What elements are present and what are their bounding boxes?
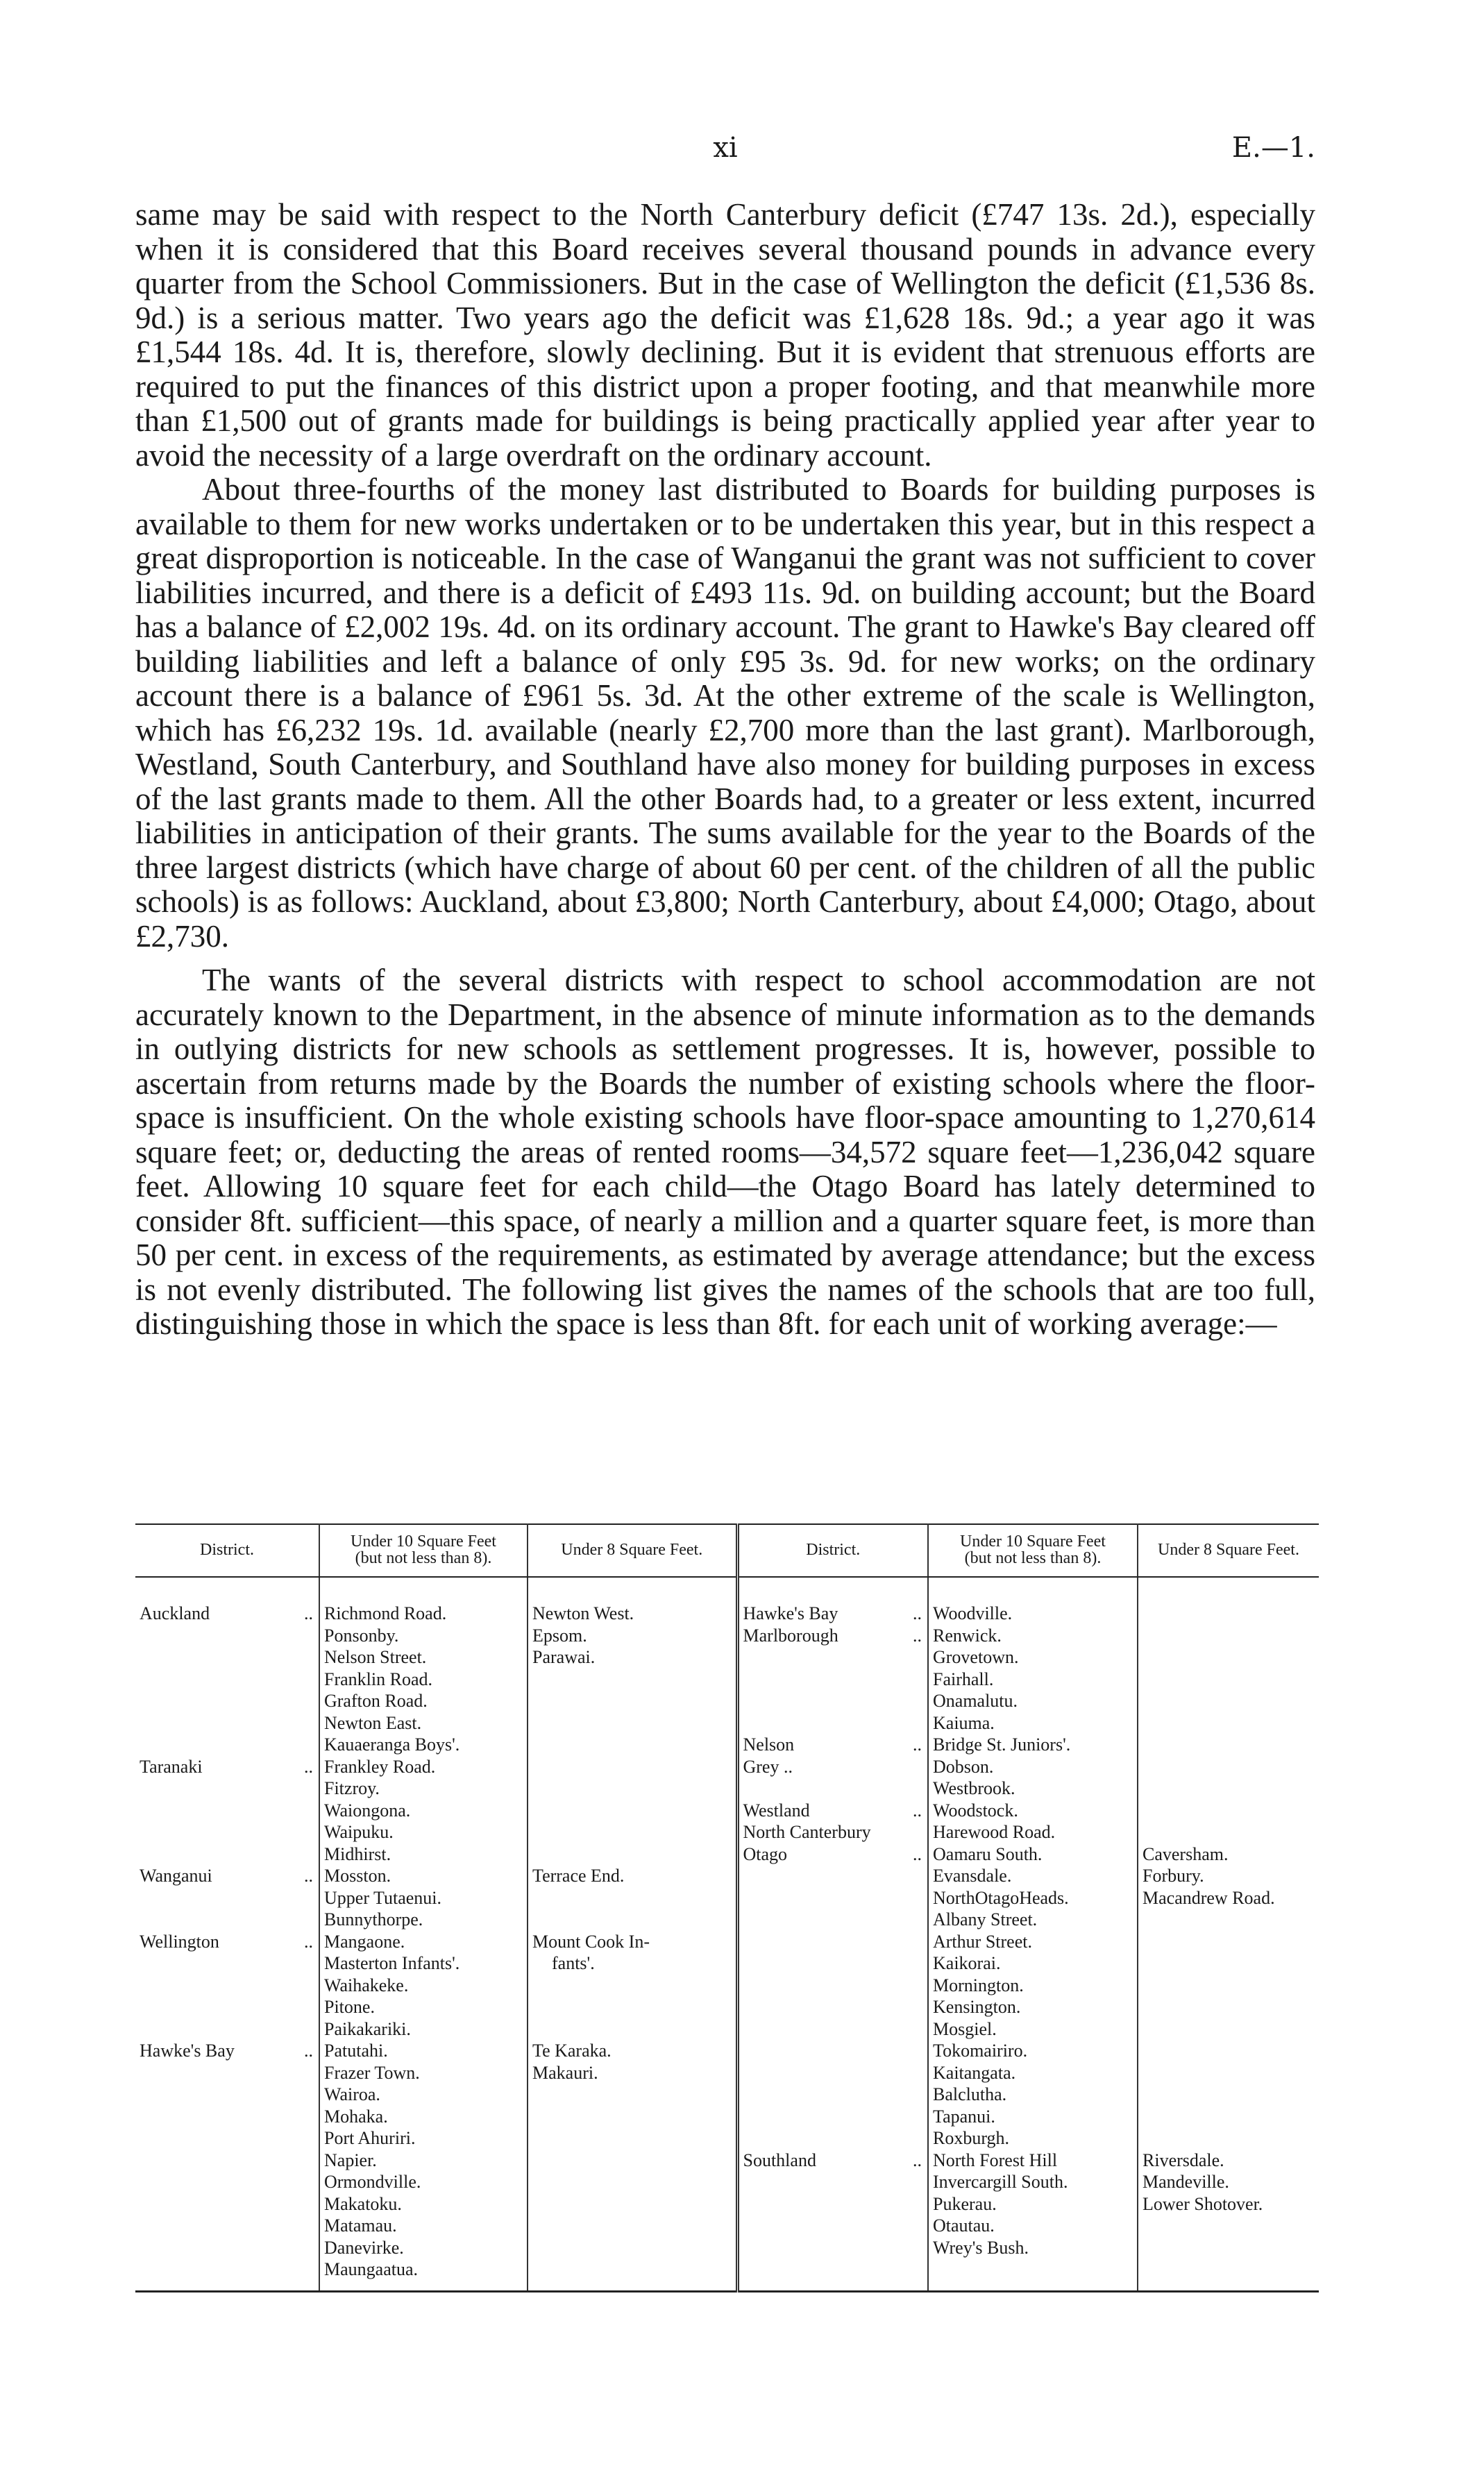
blank-line [532, 1843, 732, 1866]
paragraph: same may be said with respect to the North Canterbury deficit (£747 13s. 2d.), especially when it is considered that this Board receives several thousand pounds in advance every quarter from the School Commissioners. But in the case of Wellington the deficit (£1,536 8s. 9d.) is a serious matter. Two years ago the deficit was £1,628 18s. 9d.; a year ago it was £1,544 18s. 4d. It is, therefore, slowly declining. But it is evident that strenuous efforts are required to put the finances of this district upon a proper footing, and that meanwhile more than £1,500 out of grants made for buildings is being practically applied year after year to avoid the necessity of a large overdraft on the ordinary account. [135, 197, 1315, 473]
district-name: Otago [743, 1843, 788, 1864]
blank-line [1142, 1734, 1315, 1756]
blank-line [532, 1996, 732, 2018]
school-name: Wrey's Bush. [933, 2237, 1029, 2258]
blank-line [140, 2018, 314, 2041]
blank-line [532, 1800, 732, 1822]
district-label [743, 1843, 924, 1866]
blank-line [532, 1909, 732, 1931]
school-name: Balclutha. [933, 2084, 1007, 2104]
school-name: Newton East. [324, 1712, 422, 1733]
right-district-column [737, 1577, 928, 2291]
school-name: Matamau. [324, 2215, 397, 2236]
district-name: Hawke's Bay [140, 2041, 235, 2061]
leader-dots: .. [304, 1603, 313, 1623]
blank-line [1142, 1646, 1315, 1669]
blank-line [140, 1800, 314, 1822]
blank-line [743, 1669, 924, 1691]
school-name: Parawai. [532, 1647, 596, 1667]
blank-line [532, 1778, 732, 1800]
blank-line [140, 1952, 314, 1975]
school-name: Harewood Road. [933, 1822, 1056, 1842]
leader-dots: .. [304, 2041, 313, 2061]
blank-line [1142, 1996, 1315, 2018]
school-name: Napier. [324, 2150, 377, 2170]
district-label [743, 1625, 924, 1647]
blank-line [140, 1690, 314, 1712]
school-name: Otautau. [933, 2215, 995, 2236]
blank-line [532, 1669, 732, 1691]
leader-dots: .. [304, 1931, 313, 1952]
blank-line [532, 1734, 732, 1756]
blank-line [532, 1821, 732, 1843]
header-under10-line2: (but not less than 8). [355, 1549, 492, 1567]
district-name: North Canterbury [743, 1822, 871, 1842]
blank-line [1142, 1821, 1315, 1843]
district-label [743, 1756, 924, 1778]
school-name: Kaikorai. [933, 1953, 1001, 1973]
blank-line [1142, 2127, 1315, 2150]
right-under8-column [1138, 1577, 1319, 2291]
blank-line [1142, 2106, 1315, 2128]
district-label [140, 1865, 314, 1887]
school-name: Albany Street. [933, 1909, 1038, 1930]
school-name: Mohaka. [324, 2106, 388, 2127]
blank-line [532, 2018, 732, 2041]
district-label [140, 1931, 314, 1953]
district-label [743, 2150, 924, 2172]
school-name: Wairoa. [324, 2084, 380, 2104]
school-name: Woodstock. [933, 1800, 1018, 1821]
school-name: Ponsonby. [324, 1625, 399, 1646]
blank-line [1142, 1712, 1315, 1734]
school-name: Newton West. [532, 1603, 634, 1623]
school-name: Westbrook. [933, 1778, 1015, 1798]
school-name: Waihakeke. [324, 1975, 409, 1995]
school-name: Onamalutu. [933, 1691, 1018, 1711]
district-label [140, 1756, 314, 1778]
blank-line [743, 2062, 924, 2084]
header-under10-left [319, 1524, 528, 1577]
header-under8-right: Under 8 Square Feet. [1138, 1524, 1319, 1577]
leader-dots: .. [913, 1800, 922, 1821]
blank-line [1142, 1669, 1315, 1691]
school-name: Patutahi. [324, 2041, 388, 2061]
blank-line [140, 1821, 314, 1843]
school-name: Fitzroy. [324, 1778, 380, 1798]
school-name: Dobson. [933, 1756, 994, 1777]
blank-line [743, 1778, 924, 1800]
school-name: Renwick. [933, 1625, 1002, 1646]
document-code: E.—1. [1231, 132, 1315, 164]
school-name: Midhirst. [324, 1843, 391, 1864]
blank-line [140, 1778, 314, 1800]
blank-line [140, 1712, 314, 1734]
header-under8-left: Under 8 Square Feet. [528, 1524, 737, 1577]
district-name: Wellington [140, 1931, 219, 1952]
blank-line [1142, 1756, 1315, 1778]
leader-dots: .. [913, 1603, 922, 1623]
school-name: Pitone. [324, 1997, 375, 2017]
school-name: Upper Tutaenui. [324, 1887, 441, 1908]
school-name: Makatoku. [324, 2193, 402, 2214]
school-name: Tokomairiro. [933, 2041, 1028, 2061]
school-name: fants'. [552, 1953, 595, 1973]
blank-line [1142, 1952, 1315, 1975]
blank-line [532, 1712, 732, 1734]
blank-line [1142, 1690, 1315, 1712]
school-name: Pukerau. [933, 2193, 997, 2214]
district-label [140, 2040, 314, 2062]
district-name: Auckland [140, 1603, 210, 1623]
district-label [743, 1800, 924, 1822]
school-name: Forbury. [1142, 1866, 1204, 1886]
school-name: Evansdale. [933, 1866, 1012, 1886]
left-under10-column [319, 1577, 528, 2291]
header-under10-line1: Under 10 Square Feet [351, 1532, 496, 1551]
blank-line [1142, 1931, 1315, 1953]
blank-line [743, 1712, 924, 1734]
blank-line [1142, 1603, 1315, 1625]
page-number: xi [713, 132, 738, 164]
blank-line [743, 1690, 924, 1712]
blank-line [140, 1734, 314, 1756]
school-name: Terrace End. [532, 1866, 625, 1886]
leader-dots: .. [913, 2150, 922, 2170]
blank-line [1142, 1800, 1315, 1822]
school-name: Waipuku. [324, 1822, 394, 1842]
blank-line [1142, 2018, 1315, 2041]
blank-line [1142, 1975, 1315, 1997]
blank-line [743, 1909, 924, 1931]
school-name: Te Karaka. [532, 2041, 612, 2061]
blank-line [743, 2084, 924, 2106]
header-under10-right [928, 1524, 1138, 1577]
blank-line [140, 1625, 314, 1647]
leader-dots: .. [304, 1866, 313, 1886]
school-name: Oamaru South. [933, 1843, 1043, 1864]
school-name: Mandeville. [1142, 2172, 1229, 2192]
blank-line [1142, 1625, 1315, 1647]
district-name: Taranaki [140, 1756, 203, 1777]
blank-line [743, 1952, 924, 1975]
blank-line [743, 1865, 924, 1887]
school-name: Arthur Street. [933, 1931, 1032, 1952]
district-name: Nelson [743, 1734, 795, 1755]
header-district-right: District. [737, 1524, 928, 1577]
blank-line [140, 1887, 314, 1909]
school-name: Grafton Road. [324, 1691, 428, 1711]
school-name: Fairhall. [933, 1669, 994, 1689]
school-name: Kauaeranga Boys'. [324, 1734, 460, 1755]
blank-line [743, 2040, 924, 2062]
blank-line [140, 1646, 314, 1669]
header-under10-line2: (but not less than 8). [964, 1549, 1102, 1567]
left-under8-column [528, 1577, 737, 2291]
header-under10-line1: Under 10 Square Feet [960, 1532, 1106, 1551]
school-name: Riversdale. [1142, 2150, 1224, 2170]
school-name: Port Ahuriri. [324, 2128, 416, 2148]
blank-line [532, 1756, 732, 1778]
blank-line [140, 1996, 314, 2018]
district-name: Wanganui [140, 1866, 212, 1886]
blank-line [1142, 2062, 1315, 2084]
paragraph: About three-fourths of the money last distributed to Boards for building purposes is available to them for new works undertaken or to be undertaken this year, but in this respect a great disproportion is noticeable. In the case of Wanganui the grant was not sufficient to cover liabilities incurred, and there is a deficit of £493 11s. 9d. on building account; but the Board has a balance of £2,002 19s. 4d. on its ordinary account. The grant to Hawke's Bay cleared off building liabilities and left a balance of only £95 3s. 9d. for new works; on the ordinary account there is a balance of £961 5s. 3d. At the other extreme of the scale is Wellington, which has £6,232 19s. 1d. available (nearly £2,700 more than the last grant). Marlborough, Westland, South Canterbury, and Southland have also money for building purposes in excess of the last grants made to them. All the other Boards had, to a greater or less extent, incurred liabilities in anticipation of their grants. The sums available for the year to the Boards of the three largest districts (which have charge of about 60 per cent. of the children of all the public schools) is as follows: Auckland, about £3,800; North Canterbury, about £4,000; Otago, about £2,730. [135, 472, 1315, 954]
blank-line [140, 1843, 314, 1866]
school-name: Mount Cook In- [532, 1931, 650, 1952]
school-name: Woodville. [933, 1603, 1013, 1623]
school-name: Nelson Street. [324, 1647, 427, 1667]
right-under10-column [928, 1577, 1138, 2291]
school-name: Invercargill South. [933, 2172, 1068, 2192]
school-name: Mornington. [933, 1975, 1024, 1995]
school-name: Paikakariki. [324, 2018, 411, 2039]
school-name: Danevirke. [324, 2237, 404, 2258]
school-name: Bridge St. Juniors'. [933, 1734, 1071, 1755]
school-name: Epsom. [532, 1625, 587, 1646]
left-district-column [135, 1577, 319, 2291]
blank-line [743, 2106, 924, 2128]
leader-dots: .. [913, 1734, 922, 1755]
school-name: Tapanui. [933, 2106, 995, 2127]
blank-line [140, 1975, 314, 1997]
school-name: Waiongona. [324, 1800, 411, 1821]
page-header [135, 132, 1315, 174]
blank-line [140, 1669, 314, 1691]
district-name: Southland [743, 2150, 816, 2170]
school-name: Macandrew Road. [1142, 1887, 1275, 1908]
district-name: Marlborough [743, 1625, 838, 1646]
blank-line [1142, 2084, 1315, 2106]
body-text [135, 198, 1315, 1342]
school-name: Lower Shotover. [1142, 2193, 1263, 2214]
school-name: North Forest Hill [933, 2150, 1058, 2170]
school-name: Grovetown. [933, 1647, 1019, 1667]
blank-line [1142, 1909, 1315, 1931]
school-name: Kaitangata. [933, 2062, 1016, 2083]
school-name: Caversham. [1142, 1843, 1229, 1864]
district-name: Westland [743, 1800, 810, 1821]
blank-line [743, 2018, 924, 2041]
school-name: Makauri. [532, 2062, 598, 2083]
blank-line [1142, 1778, 1315, 1800]
school-name: Kensington. [933, 1997, 1021, 2017]
school-name: Richmond Road. [324, 1603, 447, 1623]
leader-dots: .. [304, 1756, 313, 1777]
header-district-left: District. [135, 1524, 319, 1577]
blank-line [532, 1887, 732, 1909]
schools-table [135, 1523, 1319, 2292]
blank-line [743, 1931, 924, 1953]
school-name: Mangaone. [324, 1931, 405, 1952]
district-name: Grey .. [743, 1756, 793, 1777]
school-name: Maungaatua. [324, 2259, 419, 2279]
leader-dots: .. [913, 1843, 922, 1864]
school-name: Kaiuma. [933, 1712, 995, 1733]
school-name: Mosgiel. [933, 2018, 997, 2039]
school-name: Ormondville. [324, 2172, 421, 2192]
district-name: Hawke's Bay [743, 1603, 838, 1623]
school-name: Frazer Town. [324, 2062, 420, 2083]
blank-line [140, 1909, 314, 1931]
blank-line [1142, 2040, 1315, 2062]
district-label [140, 1603, 314, 1625]
school-name: Mosston. [324, 1866, 391, 1886]
blank-line [743, 2127, 924, 2150]
district-label [743, 1821, 924, 1843]
district-label [743, 1734, 924, 1756]
school-name: NorthOtagoHeads. [933, 1887, 1069, 1908]
blank-line [743, 1975, 924, 1997]
school-name: Bunnythorpe. [324, 1909, 423, 1930]
blank-line [532, 1975, 732, 1997]
paragraph: The wants of the several districts with respect to school accommodation are not accurately known to the Department, in the absence of minute information as to the demands in outlying districts for new schools as settlement progresses. It is, however, possible to ascertain from returns made by the Boards the number of existing schools where the floor-space is insufficient. On the whole existing schools have floor-space amounting to 1,270,614 square feet; or, deducting the areas of rented rooms—34,572 square feet—1,236,042 square feet. Allowing 10 square feet for each child—the Otago Board has lately determined to consider 8ft. sufficient—this space, of nearly a million and a quarter square feet, is more than 50 per cent. in excess of the requirements, as estimated by average attendance; but the excess is not evenly distributed. The following list gives the names of the schools that are too full, distinguishing those in which the space is less than 8ft. for each unit of working average:— [135, 963, 1315, 1341]
blank-line [532, 1690, 732, 1712]
leader-dots: .. [913, 1625, 922, 1646]
school-name: Masterton Infants'. [324, 1953, 460, 1973]
blank-line [743, 1996, 924, 2018]
school-name: Frankley Road. [324, 1756, 436, 1777]
school-name: Roxburgh. [933, 2128, 1010, 2148]
blank-line [743, 1887, 924, 1909]
blank-line [743, 1646, 924, 1669]
school-name: Franklin Road. [324, 1669, 432, 1689]
district-label [743, 1603, 924, 1625]
